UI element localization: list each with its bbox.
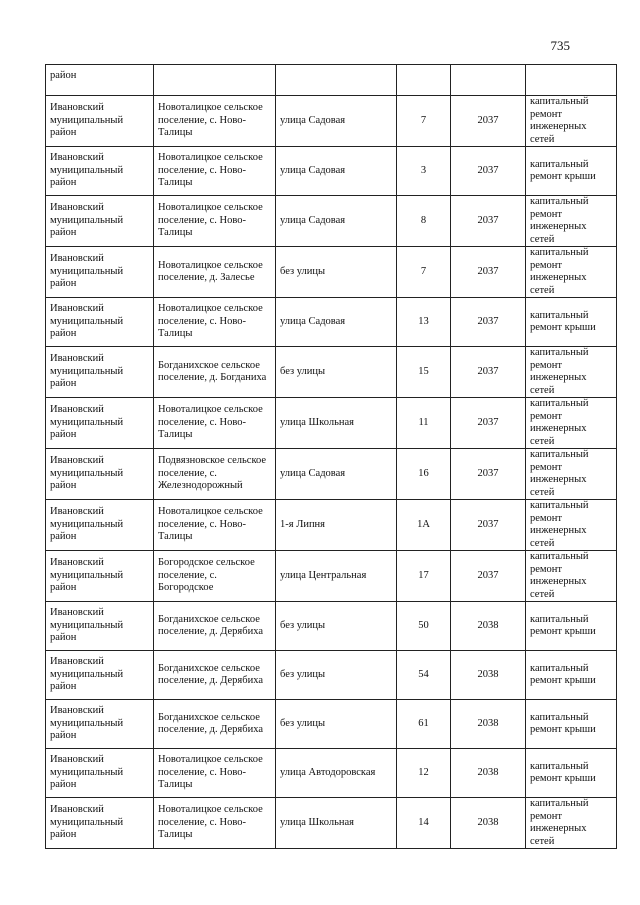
settlement-cell: Новоталицкое сельское поселение, д. Залесье	[154, 247, 276, 298]
district-cell: Ивановский муниципальный район	[46, 96, 154, 147]
street-cell	[276, 65, 397, 96]
house-number-cell: 3	[397, 147, 451, 196]
table-row	[46, 398, 617, 449]
settlement-cell: Новоталицкое сельское поселение, с. Ново-Талицы	[154, 298, 276, 347]
year-cell: 2037	[451, 398, 526, 449]
district-cell: Ивановский муниципальный район	[46, 749, 154, 798]
district-cell: Ивановский муниципальный район	[46, 449, 154, 500]
settlement-cell: Богданихское сельское поселение, д. Дерябиха	[154, 651, 276, 700]
settlement-cell: Богданихское сельское поселение, д. Дерябиха	[154, 700, 276, 749]
work-type-cell: капитальный ремонт крыши	[526, 651, 617, 700]
street-cell: без улицы	[276, 347, 397, 398]
street-cell: без улицы	[276, 602, 397, 651]
district-cell: Ивановский муниципальный район	[46, 247, 154, 298]
table-row	[46, 749, 617, 798]
street-cell: улица Садовая	[276, 96, 397, 147]
street-cell: улица Садовая	[276, 298, 397, 347]
settlement-cell: Богородское сельское поселение, с. Богородское	[154, 551, 276, 602]
table-row	[46, 551, 617, 602]
year-cell: 2037	[451, 96, 526, 147]
year-cell: 2037	[451, 449, 526, 500]
work-type-cell: капитальный ремонт инженерных сетей	[526, 551, 617, 602]
table-row	[46, 449, 617, 500]
work-type-cell: капитальный ремонт инженерных сетей	[526, 500, 617, 551]
street-cell: без улицы	[276, 700, 397, 749]
house-number-cell: 17	[397, 551, 451, 602]
work-type-cell	[526, 65, 617, 96]
settlement-cell: Новоталицкое сельское поселение, с. Ново-Талицы	[154, 500, 276, 551]
table-row	[46, 96, 617, 147]
table-row	[46, 798, 617, 849]
street-cell: улица Садовая	[276, 449, 397, 500]
year-cell: 2038	[451, 651, 526, 700]
district-cell: Ивановский муниципальный район	[46, 602, 154, 651]
year-cell: 2037	[451, 347, 526, 398]
year-cell: 2038	[451, 798, 526, 849]
district-cell: Ивановский муниципальный район	[46, 298, 154, 347]
district-cell: Ивановский муниципальный район	[46, 347, 154, 398]
district-cell: Ивановский муниципальный район	[46, 700, 154, 749]
table-row	[46, 700, 617, 749]
street-cell: улица Садовая	[276, 196, 397, 247]
continuation-row	[46, 65, 617, 96]
house-number-cell: 7	[397, 247, 451, 298]
table-row	[46, 298, 617, 347]
settlement-cell: Новоталицкое сельское поселение, с. Ново-Талицы	[154, 96, 276, 147]
year-cell: 2038	[451, 749, 526, 798]
settlement-cell: Новоталицкое сельское поселение, с. Ново-Талицы	[154, 798, 276, 849]
settlement-cell: Богданихское сельское поселение, д. Богданиха	[154, 347, 276, 398]
street-cell: улица Садовая	[276, 147, 397, 196]
house-number-cell: 50	[397, 602, 451, 651]
settlement-cell: Новоталицкое сельское поселение, с. Ново-Талицы	[154, 749, 276, 798]
settlement-cell: Новоталицкое сельское поселение, с. Ново-Талицы	[154, 398, 276, 449]
house-number-cell: 15	[397, 347, 451, 398]
street-cell: улица Школьная	[276, 398, 397, 449]
year-cell: 2037	[451, 298, 526, 347]
work-type-cell: капитальный ремонт инженерных сетей	[526, 398, 617, 449]
year-cell: 2037	[451, 196, 526, 247]
house-number-cell: 1А	[397, 500, 451, 551]
house-number-cell: 12	[397, 749, 451, 798]
year-cell: 2037	[451, 147, 526, 196]
page-number: 735	[550, 38, 570, 53]
work-type-cell: капитальный ремонт крыши	[526, 700, 617, 749]
street-cell: без улицы	[276, 247, 397, 298]
work-type-cell: капитальный ремонт крыши	[526, 749, 617, 798]
house-number-cell: 7	[397, 96, 451, 147]
district-cell: район	[46, 65, 154, 96]
year-cell: 2038	[451, 602, 526, 651]
table-row	[46, 651, 617, 700]
district-cell: Ивановский муниципальный район	[46, 651, 154, 700]
work-type-cell: капитальный ремонт инженерных сетей	[526, 96, 617, 147]
work-type-cell: капитальный ремонт инженерных сетей	[526, 449, 617, 500]
housing-repair-table	[45, 64, 617, 849]
district-cell: Ивановский муниципальный район	[46, 196, 154, 247]
year-cell: 2037	[451, 247, 526, 298]
work-type-cell: капитальный ремонт крыши	[526, 147, 617, 196]
house-number-cell: 11	[397, 398, 451, 449]
district-cell: Ивановский муниципальный район	[46, 798, 154, 849]
district-cell: Ивановский муниципальный район	[46, 500, 154, 551]
street-cell: улица Автодоровская	[276, 749, 397, 798]
house-number-cell: 13	[397, 298, 451, 347]
settlement-cell	[154, 65, 276, 96]
work-type-cell: капитальный ремонт инженерных сетей	[526, 347, 617, 398]
table-row	[46, 500, 617, 551]
table-row	[46, 247, 617, 298]
work-type-cell: капитальный ремонт инженерных сетей	[526, 247, 617, 298]
settlement-cell: Новоталицкое сельское поселение, с. Ново-Талицы	[154, 196, 276, 247]
street-cell: без улицы	[276, 651, 397, 700]
year-cell: 2038	[451, 700, 526, 749]
house-number-cell: 8	[397, 196, 451, 247]
table-row	[46, 602, 617, 651]
table-row	[46, 347, 617, 398]
settlement-cell: Подвязновское сельское поселение, с. Железнодорожный	[154, 449, 276, 500]
house-cell	[397, 65, 451, 96]
work-type-cell: капитальный ремонт инженерных сетей	[526, 196, 617, 247]
house-number-cell: 61	[397, 700, 451, 749]
table-body	[46, 65, 617, 849]
work-type-cell: капитальный ремонт крыши	[526, 298, 617, 347]
year-cell	[451, 65, 526, 96]
settlement-cell: Богданихское сельское поселение, д. Дерябиха	[154, 602, 276, 651]
year-cell: 2037	[451, 500, 526, 551]
street-cell: улица Центральная	[276, 551, 397, 602]
table-row	[46, 196, 617, 247]
district-cell: Ивановский муниципальный район	[46, 398, 154, 449]
district-cell: Ивановский муниципальный район	[46, 147, 154, 196]
work-type-cell: капитальный ремонт крыши	[526, 602, 617, 651]
district-cell: Ивановский муниципальный район	[46, 551, 154, 602]
work-type-cell: капитальный ремонт инженерных сетей	[526, 798, 617, 849]
house-number-cell: 54	[397, 651, 451, 700]
house-number-cell: 16	[397, 449, 451, 500]
table-row	[46, 147, 617, 196]
street-cell: улица Школьная	[276, 798, 397, 849]
year-cell: 2037	[451, 551, 526, 602]
settlement-cell: Новоталицкое сельское поселение, с. Ново-Талицы	[154, 147, 276, 196]
house-number-cell: 14	[397, 798, 451, 849]
street-cell: 1-я Липня	[276, 500, 397, 551]
